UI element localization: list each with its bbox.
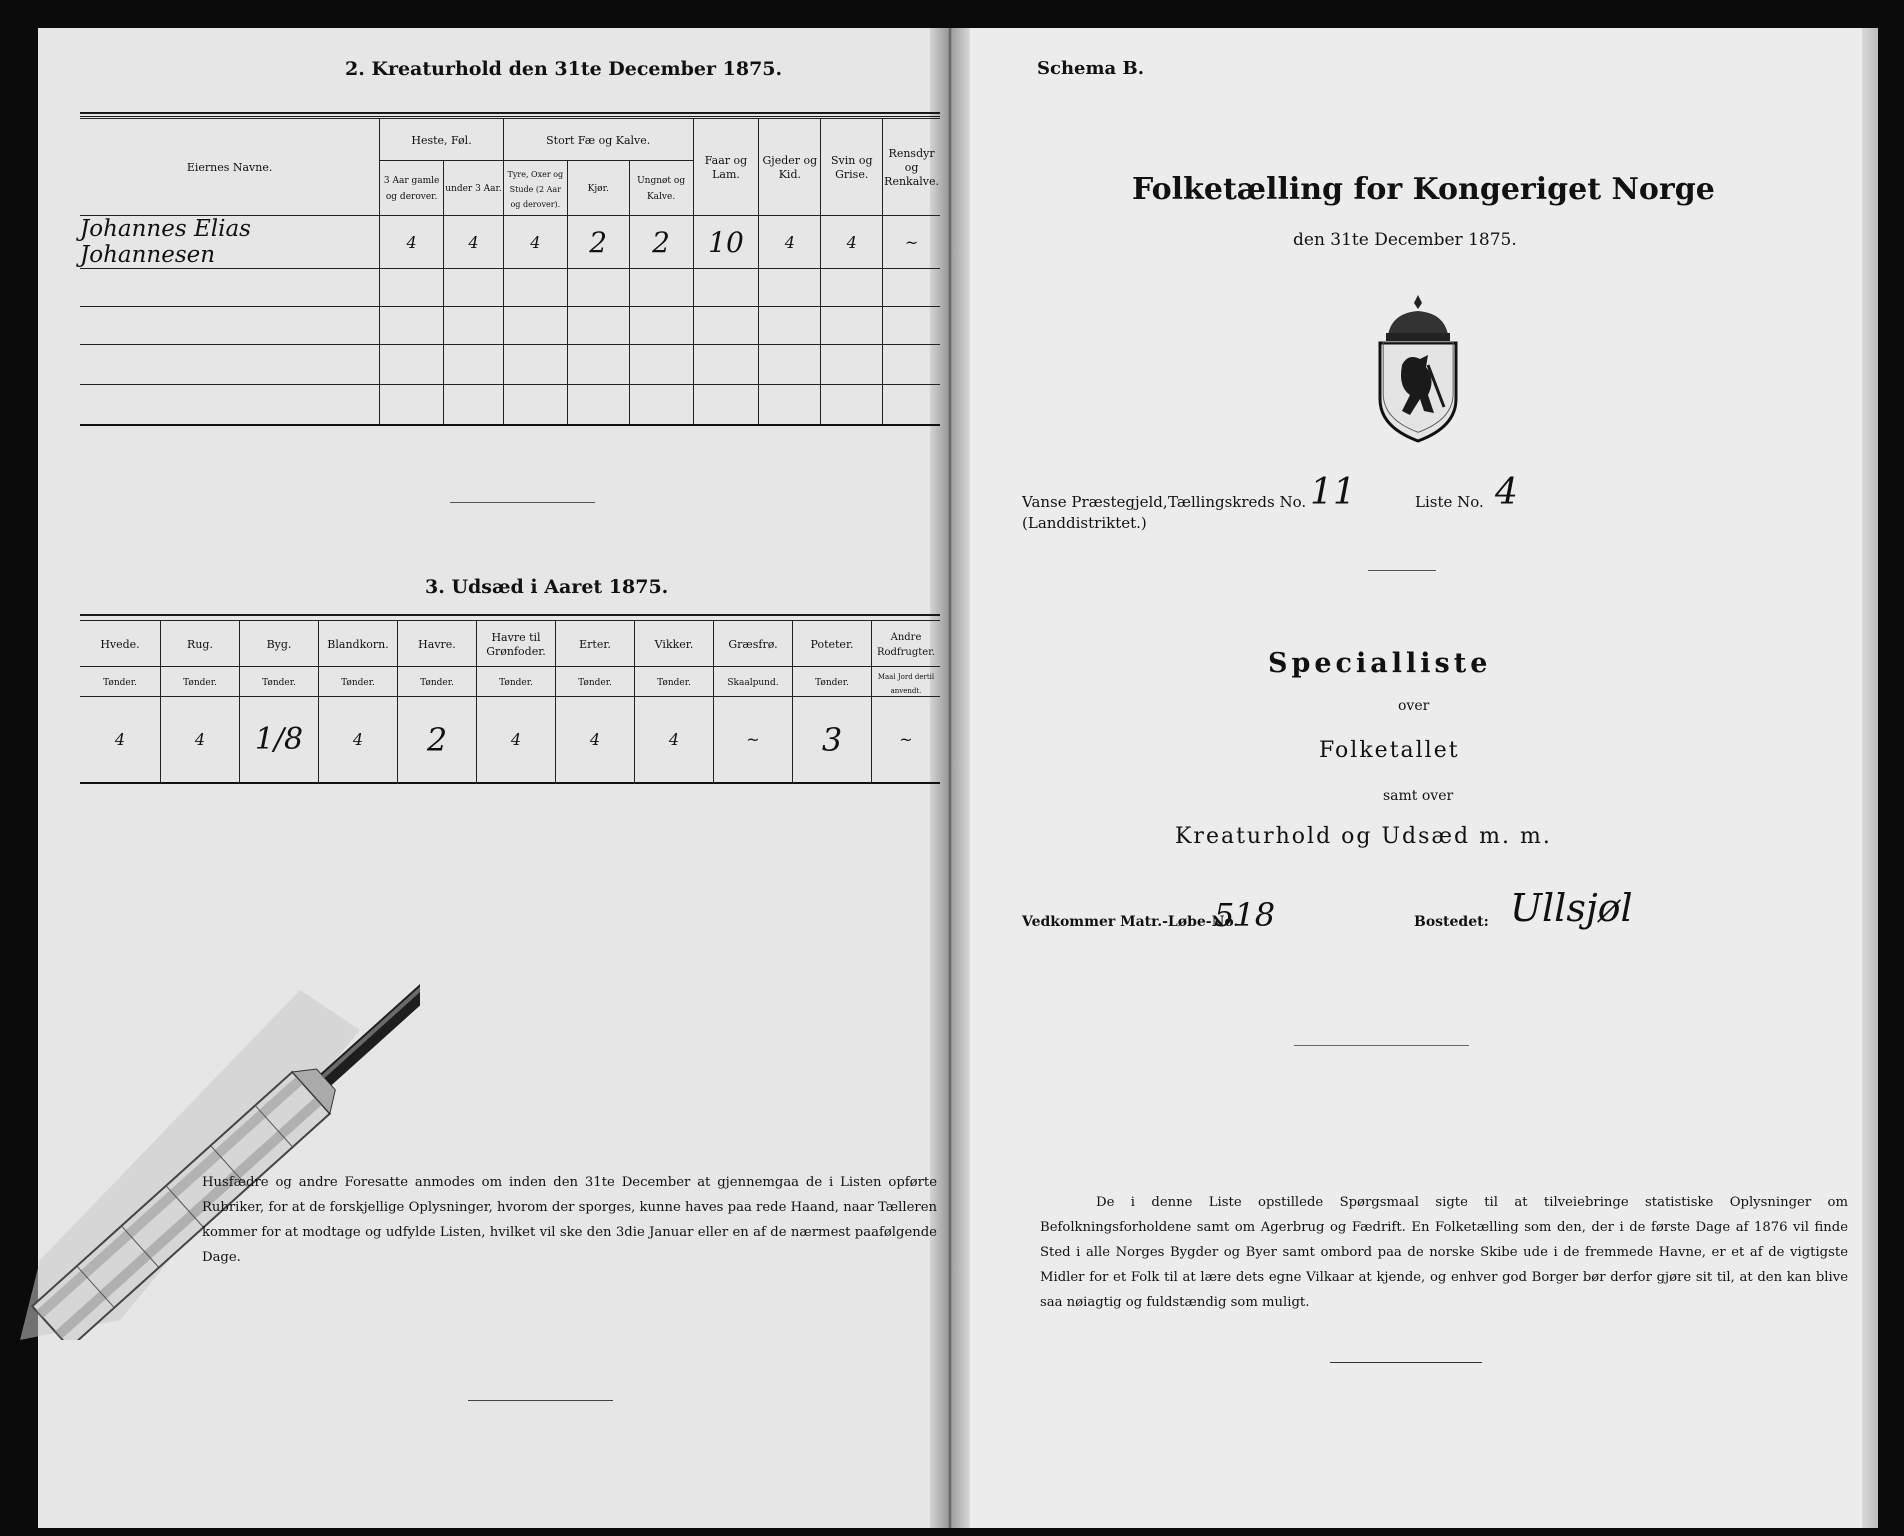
heste-1-value: 4 (380, 216, 444, 269)
divider (1294, 1045, 1469, 1046)
stort-header: Stort Fæ og Kalve. (503, 119, 693, 161)
liste-label: Liste No. (1415, 493, 1484, 511)
gjeder-header: Gjeder og Kid. (759, 119, 821, 216)
kjor-value: 2 (567, 216, 629, 269)
table-row (80, 697, 940, 783)
bostedet-value: Ullsjøl (1510, 886, 1633, 930)
section-2-title: 2. Kreaturhold den 31te December 1875. (345, 58, 783, 80)
table-row (80, 345, 940, 385)
table-rule (80, 116, 940, 117)
udsaed-value: 4 (80, 697, 161, 783)
rensdyr-value: ~ (883, 216, 940, 269)
udsaed-value: 1/8 (240, 697, 319, 783)
udsaed-unit: Tønder. (240, 667, 319, 697)
bostedet-label: Bostedet: (1414, 914, 1489, 930)
kreaturhold-table (80, 118, 940, 426)
footer-text: De i denne Liste opstillede Spørgsmaal sigte til at tilveiebringe statistiske Oplysninger om Befolkningsforholdene samt om Agerbrug og Fædrift. En Folketælling som den, der i de første Dage af 1876 vil finde Sted i alle Norges Bygder og Byer samt ombord paa de norske Skibe ude i de fremmede Havne, er et af de vigtigste Midler for et Folk til at lære dets egne Vilkaar at kjende, og enhver god Borger bør derfor gjøre sit til, at den kan blive saa nøiagtig og fuldstændig som muligt. (1040, 1195, 1848, 1310)
prestegjeld: Vanse Præstegjeld, (1022, 493, 1168, 511)
owner-name: Johannes Elias Johannesen (80, 216, 380, 269)
liste-no: 4 (1495, 472, 1518, 513)
udsaed-header: Græsfrø. (714, 621, 793, 667)
gjeder-value: 4 (759, 216, 821, 269)
main-title: Folketælling for Kongeriget Norge (1132, 172, 1715, 207)
heste-sub-2: under 3 Aar. (444, 161, 504, 216)
coat-of-arms-icon (1370, 295, 1466, 445)
ungnot-value: 2 (629, 216, 693, 269)
udsaed-unit: Tønder. (635, 667, 714, 697)
svin-header: Svin og Grise. (821, 119, 883, 216)
tyre-value: 4 (503, 216, 567, 269)
date-line: den 31te December 1875. (1293, 230, 1517, 250)
udsaed-value: 4 (477, 697, 556, 783)
udsaed-value: 2 (398, 697, 477, 783)
divider (468, 1400, 613, 1401)
heste-header: Heste, Føl. (380, 119, 504, 161)
udsaed-value: 4 (161, 697, 240, 783)
table-row (80, 385, 940, 425)
udsaed-header: Byg. (240, 621, 319, 667)
section-3-title: 3. Udsæd i Aaret 1875. (425, 576, 669, 598)
notice-text: Husfædre og andre Foresatte anmodes om inden den 31te December at gjennemgaa de i Listen opførte Rubriker, for at de forskjellige Oplysninger, hvorom der sporges, kunne haves paa rede Haand, naar Tælleren kommer for at modtage og udfylde Listen, hvilket vil ske den 3die Januar eller en af de nærmest paafølgende Dage. (202, 1175, 937, 1265)
faar-value: 10 (693, 216, 759, 269)
udsaed-unit: Tønder. (80, 667, 161, 697)
udsaed-header: Erter. (556, 621, 635, 667)
taellingskreds-label: Tællingskreds No. (1168, 493, 1307, 511)
udsaed-unit: Tønder. (477, 667, 556, 697)
kreaturhold-title: Kreaturhold og Udsæd m. m. (1175, 824, 1552, 849)
stort-sub-2: Kjør. (567, 161, 629, 216)
table-row (80, 307, 940, 345)
samt-over-text: samt over (1383, 788, 1454, 804)
udsaed-table (80, 620, 940, 784)
matr-label: Vedkommer Matr.-Løbe-No. (1022, 914, 1239, 930)
pen-icon (0, 920, 420, 1340)
udsaed-unit: Skaalpund. (714, 667, 793, 697)
heste-2-value: 4 (444, 216, 504, 269)
schema-label: Schema B. (1037, 58, 1144, 79)
udsaed-value: 4 (319, 697, 398, 783)
udsaed-header: Havre til Grønfoder. (477, 621, 556, 667)
faar-header: Faar og Lam. (693, 119, 759, 216)
udsaed-value: 4 (556, 697, 635, 783)
landdistrikt: (Landdistriktet.) (1022, 514, 1147, 532)
udsaed-value: ~ (872, 697, 941, 783)
table-rule (80, 614, 940, 616)
stort-sub-3: Ungnøt og Kalve. (629, 161, 693, 216)
udsaed-header: Poteter. (793, 621, 872, 667)
udsaed-header: Rug. (161, 621, 240, 667)
page-edge (1862, 28, 1878, 1528)
udsaed-header: Vikker. (635, 621, 714, 667)
table-rule (80, 112, 940, 114)
divider (1368, 570, 1436, 571)
divider (450, 502, 595, 503)
taellingskreds-no: 11 (1310, 472, 1356, 513)
udsaed-header: Andre Rodfrugter. (872, 621, 941, 667)
udsaed-value: ~ (714, 697, 793, 783)
udsaed-header: Blandkorn. (319, 621, 398, 667)
udsaed-unit: Tønder. (398, 667, 477, 697)
svin-value: 4 (821, 216, 883, 269)
udsaed-unit: Tønder. (319, 667, 398, 697)
udsaed-unit: Tønder. (556, 667, 635, 697)
udsaed-unit: Tønder. (793, 667, 872, 697)
stort-sub-1: Tyre, Oxer og Stude (2 Aar og derover). (503, 161, 567, 216)
over-text: over (1398, 698, 1430, 714)
udsaed-unit: Tønder. (161, 667, 240, 697)
udsaed-header: Havre. (398, 621, 477, 667)
udsaed-unit: Maal Jord dertil anvendt. (872, 667, 941, 697)
udsaed-value: 3 (793, 697, 872, 783)
table-row (80, 269, 940, 307)
owner-header: Eiernes Navne. (80, 119, 380, 216)
udsaed-value: 4 (635, 697, 714, 783)
specialliste-title: Specialliste (1268, 648, 1492, 679)
divider (1330, 1362, 1482, 1363)
rensdyr-header: Rensdyr og Renkalve. (883, 119, 940, 216)
udsaed-header: Hvede. (80, 621, 161, 667)
folketallet: Folketallet (1319, 738, 1460, 763)
table-row (80, 216, 940, 269)
heste-sub-1: 3 Aar gamle og derover. (380, 161, 444, 216)
matr-no: 518 (1214, 896, 1276, 934)
